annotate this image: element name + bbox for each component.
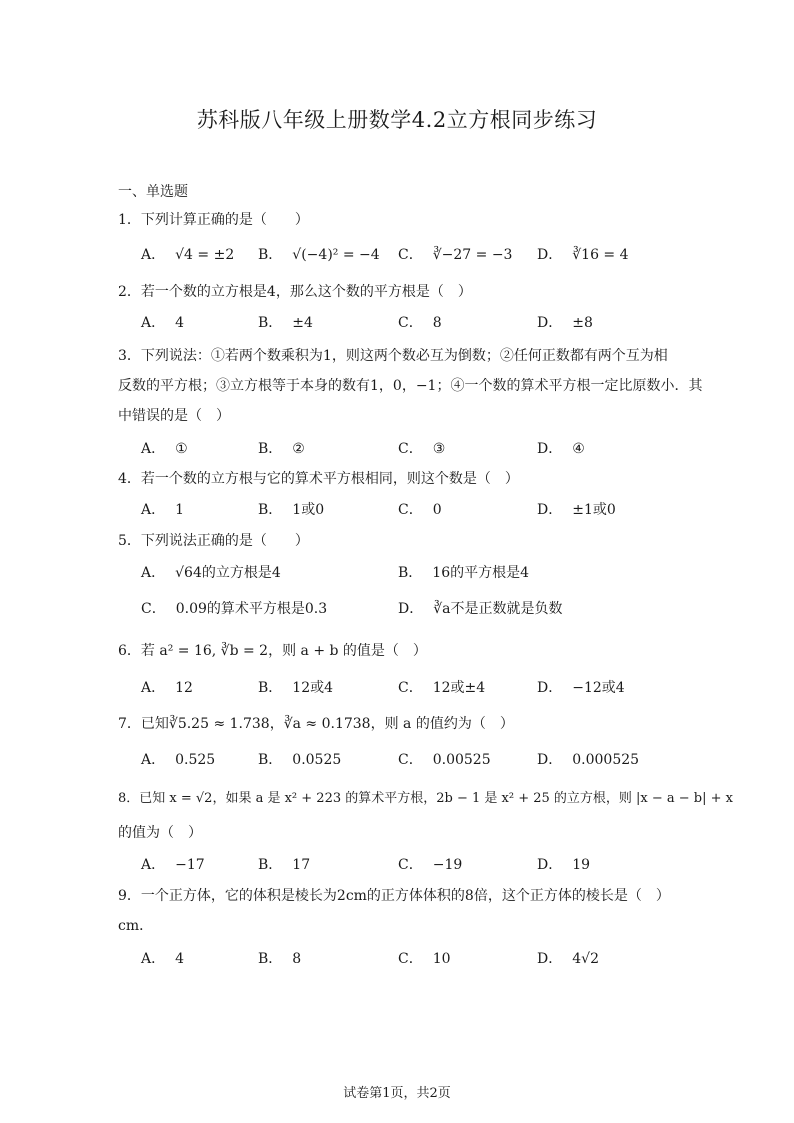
question-4-options — [0, 499, 794, 519]
option-a: A． √4 = ±2 — [141, 247, 235, 263]
option-a: A． −17 — [141, 857, 205, 873]
option-b: B． 1或0 — [258, 502, 325, 518]
page-title: 苏科版八年级上册数学4.2立方根同步练习 — [196, 108, 598, 132]
question-1-options — [0, 244, 794, 264]
option-b: B． 16的平方根是4 — [398, 565, 530, 581]
option-d: D． ∛a不是正数就是负数 — [398, 601, 563, 617]
question-5-options-row-1 — [0, 562, 794, 582]
question-3-stem-line-2: 反数的平方根；③立方根等于本身的数有1，0，−1；④一个数的算术平方根一定比原数小．其 — [118, 378, 703, 394]
option-c: C． 10 — [398, 951, 451, 967]
question-1-stem: 1．下列计算正确的是（ ） — [118, 212, 309, 228]
option-b: B． 8 — [258, 951, 302, 967]
option-c: C． −19 — [398, 857, 463, 873]
option-d: D． −12或4 — [537, 680, 625, 696]
option-a: A． 12 — [141, 680, 193, 696]
option-d: D． 4√2 — [537, 951, 599, 967]
question-9-stem-line-2: cm． — [118, 918, 154, 934]
option-c: C． 0 — [398, 502, 442, 518]
option-c: C． 0.09的算术平方根是0.3 — [141, 601, 328, 617]
page-footer: 试卷第1页，共2页 — [343, 1086, 451, 1101]
question-7-stem: 7．已知∛5.25 ≈ 1.738，∛a ≈ 0.1738，则 a 的值约为（ ） — [118, 716, 514, 732]
option-a: A． √64的立方根是4 — [141, 565, 281, 581]
question-3-stem-line-3: 中错误的是（ ） — [118, 408, 230, 424]
option-c: C． 0.00525 — [398, 752, 491, 768]
question-2-options — [0, 312, 794, 332]
option-c: C． 12或±4 — [398, 680, 486, 696]
question-5-options-row-2 — [0, 598, 794, 618]
option-d: D． 0.000525 — [537, 752, 640, 768]
option-b: B． 17 — [258, 857, 311, 873]
option-a: A． 1 — [141, 502, 185, 518]
question-4-stem: 4．若一个数的立方根与它的算术平方根相同，则这个数是（ ） — [118, 471, 519, 487]
option-c: C． ∛−27 = −3 — [398, 247, 513, 263]
question-8-stem-line-2: 的值为（ ） — [118, 825, 202, 841]
option-d: D． ±1或0 — [537, 502, 616, 518]
option-c: C． ③ — [398, 441, 446, 457]
option-c: C． 8 — [398, 315, 442, 331]
option-b: B． 12或4 — [258, 680, 334, 696]
option-d: D． ∛16 = 4 — [537, 247, 629, 263]
question-7-options — [0, 749, 794, 769]
option-b: B． 0.0525 — [258, 752, 342, 768]
section-heading: 一、单选题 — [118, 184, 188, 200]
option-d: D． 19 — [537, 857, 591, 873]
option-a: A． ① — [141, 441, 188, 457]
question-6-options — [0, 677, 794, 697]
question-9-options — [0, 948, 794, 968]
option-b: B． √(−4)² = −4 — [258, 247, 380, 263]
question-5-stem: 5．下列说法正确的是（ ） — [118, 533, 309, 549]
question-3-stem-line-1: 3．下列说法：①若两个数乘积为1，则这两个数必互为倒数；②任何正数都有两个互为相 — [118, 348, 668, 364]
option-b: B． ±4 — [258, 315, 313, 331]
option-a: A． 0.525 — [141, 752, 216, 768]
question-8-stem-line-1: 8．已知 x = √2，如果 a 是 x² + 223 的算术平方根，2b − 1 是 x² + 25 的立方根，则 |x − a − b| + x — [118, 791, 733, 806]
option-d: D． ±8 — [537, 315, 593, 331]
question-3-options — [0, 438, 794, 458]
question-8-options — [0, 854, 794, 874]
option-a: A． 4 — [141, 951, 185, 967]
option-d: D． ④ — [537, 441, 585, 457]
question-6-stem: 6．若 a² = 16, ∛b = 2，则 a + b 的值是（ ） — [118, 643, 427, 659]
question-9-stem-line-1: 9．一个正方体，它的体积是棱长为2cm的正方体体积的8倍，这个正方体的棱长是（ ） — [118, 888, 670, 904]
question-2-stem: 2．若一个数的立方根是4，那么这个数的平方根是（ ） — [118, 284, 472, 300]
option-a: A． 4 — [141, 315, 185, 331]
option-b: B． ② — [258, 441, 305, 457]
